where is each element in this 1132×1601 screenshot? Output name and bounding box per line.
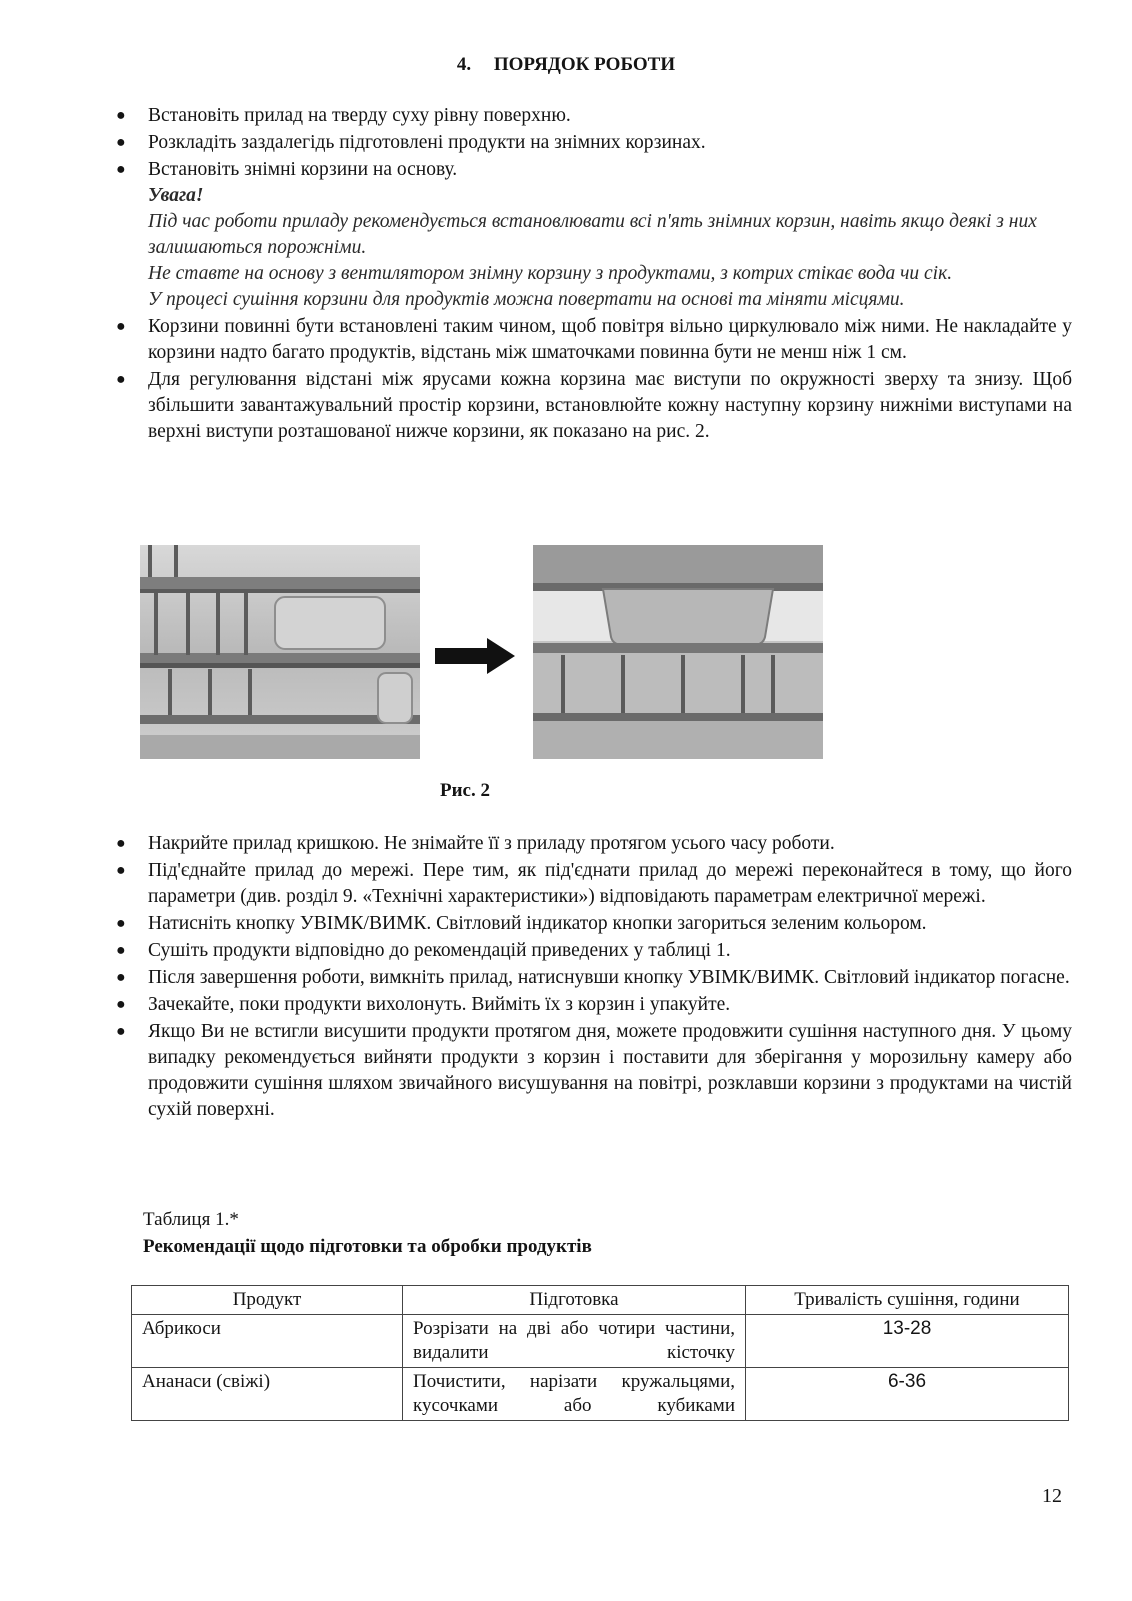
cell-duration: 13-28 [746, 1315, 1069, 1368]
list-item: ● Розкладіть заздалегідь підготовлені продукти на знімних корзинах. [110, 130, 1072, 156]
list-item: ● Встановіть прилад на тверду суху рівну поверхню. [110, 103, 1072, 129]
warning-line: У процесі сушіння корзини для продуктів можна повертати на основі та міняти місцями. [148, 289, 905, 310]
figure-caption: Рис. 2 [440, 780, 490, 801]
cell-product: Ананаси (свіжі) [132, 1368, 403, 1421]
table-row [132, 1368, 1069, 1421]
table-subtitle: Рекомендації щодо підготовки та обробки продуктів [143, 1236, 592, 1257]
list-item: ● Корзини повинні бути встановлені таким чином, щоб повітря вільно циркулювало між ними. Не накладайте у корзини надто багато продуктів, відстань між шматочками повинна бути не менш ніж 1 см. [116, 316, 1072, 363]
column-header-preparation: Підготовка [403, 1286, 746, 1315]
list-item: ● Натисніть кнопку УВІМК/ВИМК. Світловий індикатор кнопки загориться зеленим кольором. [110, 911, 1072, 937]
table-row [132, 1315, 1069, 1368]
bullet-icon: ● [116, 318, 126, 335]
bullet-icon: ● [116, 942, 126, 959]
bullet-icon: ● [116, 996, 126, 1013]
bullet-icon: ● [116, 161, 126, 178]
bullet-icon: ● [116, 969, 126, 986]
warning-line: Не ставте на основу з вентилятором знімну корзину з продуктами, з котрих стікає вода чи сік. [148, 263, 953, 284]
arrow-right-icon [435, 638, 515, 674]
bullet-icon: ● [116, 862, 126, 879]
section-heading [0, 54, 1132, 76]
warning-line: Під час роботи приладу рекомендується встановлювати всі п'ять знімних корзин, навіть якщо деякі з них залишаються порожніми. [148, 211, 1037, 258]
instructions-list-bottom [110, 831, 1072, 1124]
warning-note [148, 183, 1072, 313]
bullet-icon: ● [116, 835, 126, 852]
list-item: ● Накрийте прилад кришкою. Не знімайте її з приладу протягом усього часу роботи. [110, 831, 1072, 857]
section-number: 4. [456, 54, 472, 75]
warning-title: Увага! [148, 185, 204, 206]
cell-duration: 6-36 [746, 1368, 1069, 1421]
instructions-list-top [110, 103, 1072, 446]
list-item: ● Для регулювання відстані між ярусами кожна корзина має виступи по окружності зверху та знизу. Щоб збільшити завантажувальний простір корзини, встановлюйте кожну наступну корзину нижніми виступами на верхні виступи розташованої нижче корзини, як показано на рис. 2. [116, 369, 1072, 442]
page-number: 12 [1042, 1485, 1062, 1507]
bullet-icon: ● [116, 915, 126, 932]
list-item: ● Сушіть продукти відповідно до рекомендацій приведених у таблиці 1. [110, 938, 1072, 964]
bullet-icon: ● [116, 371, 126, 388]
products-table [131, 1285, 1069, 1421]
basket-photo-before [140, 545, 420, 759]
cell-product: Абрикоси [132, 1315, 403, 1368]
figure-2 [140, 545, 840, 760]
bullet-icon: ● [116, 1023, 126, 1040]
table-title: Таблиця 1.* [143, 1209, 239, 1230]
list-item: ● Якщо Ви не встигли висушити продукти протягом дня, можете продовжити сушіння наступного дня. У цьому випадку рекомендується вийняти продукти з корзин і поставити для зберігання у морозильну камеру або продовжити сушіння шляхом звичайного висушування на повітрі, розклавши корзини з продуктами на чистій сухій поверхні. [116, 1021, 1072, 1120]
cell-preparation: Почистити, нарізати кружальцями, кусочками або кубиками [403, 1368, 746, 1421]
column-header-duration: Тривалість сушіння, години [746, 1286, 1069, 1315]
bullet-icon: ● [116, 107, 126, 124]
list-item: ● Під'єднайте прилад до мережі. Пере тим, як під'єднати прилад до мережі переконайтеся в тому, що його параметри (див. розділ 9. «Технічні характеристики») відповідають параметрам електричної мережі. [116, 860, 1072, 907]
section-title: ПОРЯДОК РОБОТИ [493, 54, 676, 75]
basket-photo-after [533, 545, 823, 759]
bullet-icon: ● [116, 134, 126, 151]
column-header-product: Продукт [132, 1286, 403, 1315]
list-item: ● Встановіть знімні корзини на основу. Увага! Під час роботи приладу рекомендується встановлювати всі п'ять знімних корзин, навіть якщо деякі з них залишаються порожніми. Не ставте на основу з вентилятором знімну корзину з продуктами, з котрих стікає вода чи сік. У процесі сушіння корзини для продуктів можна повертати на основі та міняти місцями. [110, 157, 1072, 313]
list-item: ● Після завершення роботи, вимкніть прилад, натиснувши кнопку УВІМК/ВИМК. Світловий індикатор погасне. [110, 965, 1072, 991]
table-header-row [132, 1286, 1069, 1315]
cell-preparation: Розрізати на дві або чотири частини, видалити кісточку [403, 1315, 746, 1368]
list-item: ● Зачекайте, поки продукти вихолонуть. Вийміть їх з корзин і упакуйте. [110, 992, 1072, 1018]
